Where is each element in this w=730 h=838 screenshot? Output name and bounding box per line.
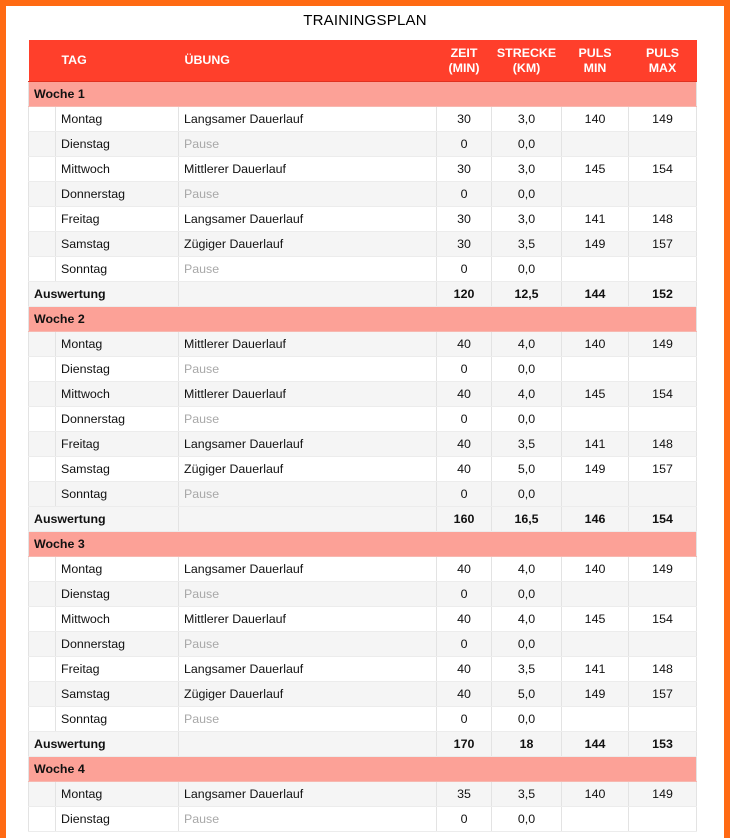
- row-spacer: [29, 132, 56, 157]
- puls-min-cell: [562, 707, 629, 732]
- row-spacer: [29, 807, 56, 832]
- zeit-cell: 40: [437, 382, 492, 407]
- zeit-cell: 0: [437, 407, 492, 432]
- week-label: Woche 3: [29, 532, 697, 557]
- summary-label: Auswertung: [29, 282, 179, 307]
- zeit-cell: 35: [437, 782, 492, 807]
- exercise-cell: Langsamer Dauerlauf: [179, 657, 437, 682]
- summary-label: Auswertung: [29, 732, 179, 757]
- puls-max-cell: 148: [629, 657, 697, 682]
- day-cell: Dienstag: [56, 807, 179, 832]
- puls-min-cell: 141: [562, 207, 629, 232]
- table-row: [29, 582, 697, 607]
- exercise-cell: Mittlerer Dauerlauf: [179, 157, 437, 182]
- row-spacer: [29, 607, 56, 632]
- week-label: Woche 2: [29, 307, 697, 332]
- summary-zeit-cell: 160: [437, 507, 492, 532]
- table-row: [29, 207, 697, 232]
- exercise-cell: Pause: [179, 407, 437, 432]
- exercise-cell: Mittlerer Dauerlauf: [179, 607, 437, 632]
- exercise-cell: Zügiger Dauerlauf: [179, 232, 437, 257]
- zeit-cell: 40: [437, 682, 492, 707]
- summary-puls-max-cell: 153: [629, 732, 697, 757]
- summary-label: Auswertung: [29, 507, 179, 532]
- day-cell: Freitag: [56, 657, 179, 682]
- header-puls-max: PULS MAX: [629, 40, 697, 82]
- puls-max-cell: 154: [629, 382, 697, 407]
- puls-max-cell: [629, 407, 697, 432]
- zeit-cell: 40: [437, 332, 492, 357]
- summary-row: [29, 507, 697, 532]
- header-zeit: ZEIT (MIN): [437, 40, 492, 82]
- row-spacer: [29, 482, 56, 507]
- row-spacer: [29, 457, 56, 482]
- day-cell: Sonntag: [56, 257, 179, 282]
- table-row: [29, 332, 697, 357]
- summary-strecke-cell: 12,5: [492, 282, 562, 307]
- summary-row: [29, 282, 697, 307]
- puls-max-cell: 157: [629, 457, 697, 482]
- puls-max-cell: [629, 182, 697, 207]
- table-row: [29, 632, 697, 657]
- strecke-cell: 0,0: [492, 182, 562, 207]
- exercise-cell: Zügiger Dauerlauf: [179, 457, 437, 482]
- puls-max-cell: [629, 807, 697, 832]
- day-cell: Montag: [56, 107, 179, 132]
- week-row: [29, 307, 697, 332]
- table-row: [29, 657, 697, 682]
- strecke-cell: 3,5: [492, 657, 562, 682]
- table-row: [29, 357, 697, 382]
- summary-empty-cell: [179, 282, 437, 307]
- day-cell: Dienstag: [56, 582, 179, 607]
- puls-max-cell: [629, 482, 697, 507]
- exercise-cell: Pause: [179, 132, 437, 157]
- puls-min-cell: 149: [562, 457, 629, 482]
- summary-strecke-cell: 18: [492, 732, 562, 757]
- strecke-cell: 4,0: [492, 382, 562, 407]
- row-spacer: [29, 357, 56, 382]
- strecke-cell: 3,5: [492, 782, 562, 807]
- exercise-cell: Pause: [179, 482, 437, 507]
- table-row: [29, 107, 697, 132]
- zeit-cell: 40: [437, 607, 492, 632]
- table-row: [29, 432, 697, 457]
- puls-max-cell: [629, 632, 697, 657]
- zeit-cell: 0: [437, 357, 492, 382]
- day-cell: Samstag: [56, 457, 179, 482]
- zeit-cell: 0: [437, 182, 492, 207]
- day-cell: Samstag: [56, 682, 179, 707]
- week-label: Woche 1: [29, 82, 697, 107]
- puls-max-cell: 157: [629, 682, 697, 707]
- puls-min-cell: 140: [562, 332, 629, 357]
- puls-max-cell: 149: [629, 782, 697, 807]
- day-cell: Mittwoch: [56, 382, 179, 407]
- day-cell: Montag: [56, 557, 179, 582]
- row-spacer: [29, 107, 56, 132]
- puls-max-cell: 149: [629, 332, 697, 357]
- puls-min-cell: [562, 357, 629, 382]
- header-row: [29, 40, 697, 82]
- day-cell: Sonntag: [56, 482, 179, 507]
- summary-empty-cell: [179, 507, 437, 532]
- puls-max-cell: 149: [629, 557, 697, 582]
- zeit-cell: 0: [437, 482, 492, 507]
- strecke-cell: 3,5: [492, 232, 562, 257]
- zeit-cell: 0: [437, 132, 492, 157]
- zeit-cell: 30: [437, 232, 492, 257]
- table-row: [29, 682, 697, 707]
- table-row: [29, 182, 697, 207]
- puls-max-cell: [629, 582, 697, 607]
- summary-row: [29, 732, 697, 757]
- zeit-cell: 40: [437, 657, 492, 682]
- puls-min-cell: 141: [562, 432, 629, 457]
- puls-min-cell: 140: [562, 107, 629, 132]
- table-row: [29, 157, 697, 182]
- summary-zeit-cell: 170: [437, 732, 492, 757]
- zeit-cell: 40: [437, 557, 492, 582]
- day-cell: Mittwoch: [56, 607, 179, 632]
- table-row: [29, 232, 697, 257]
- zeit-cell: 30: [437, 107, 492, 132]
- strecke-cell: 4,0: [492, 607, 562, 632]
- zeit-cell: 40: [437, 432, 492, 457]
- row-spacer: [29, 557, 56, 582]
- zeit-cell: 30: [437, 157, 492, 182]
- strecke-cell: 0,0: [492, 132, 562, 157]
- row-spacer: [29, 682, 56, 707]
- puls-min-cell: [562, 482, 629, 507]
- day-cell: Montag: [56, 782, 179, 807]
- puls-max-cell: 149: [629, 107, 697, 132]
- summary-puls-min-cell: 144: [562, 732, 629, 757]
- summary-puls-max-cell: 152: [629, 282, 697, 307]
- summary-puls-min-cell: 146: [562, 507, 629, 532]
- zeit-cell: 0: [437, 707, 492, 732]
- table-row: [29, 382, 697, 407]
- exercise-cell: Pause: [179, 632, 437, 657]
- day-cell: Mittwoch: [56, 157, 179, 182]
- day-cell: Freitag: [56, 432, 179, 457]
- strecke-cell: 0,0: [492, 482, 562, 507]
- row-spacer: [29, 782, 56, 807]
- puls-max-cell: 154: [629, 607, 697, 632]
- puls-max-cell: [629, 707, 697, 732]
- day-cell: Donnerstag: [56, 632, 179, 657]
- table-row: [29, 482, 697, 507]
- zeit-cell: 40: [437, 457, 492, 482]
- row-spacer: [29, 332, 56, 357]
- puls-min-cell: 140: [562, 782, 629, 807]
- day-cell: Donnerstag: [56, 407, 179, 432]
- row-spacer: [29, 207, 56, 232]
- row-spacer: [29, 707, 56, 732]
- strecke-cell: 3,0: [492, 107, 562, 132]
- strecke-cell: 0,0: [492, 582, 562, 607]
- header-strecke: STRECKE (KM): [492, 40, 562, 82]
- puls-min-cell: [562, 182, 629, 207]
- exercise-cell: Langsamer Dauerlauf: [179, 207, 437, 232]
- zeit-cell: 0: [437, 807, 492, 832]
- exercise-cell: Zügiger Dauerlauf: [179, 682, 437, 707]
- row-spacer: [29, 582, 56, 607]
- puls-min-cell: 141: [562, 657, 629, 682]
- row-spacer: [29, 407, 56, 432]
- zeit-cell: 0: [437, 257, 492, 282]
- day-cell: Sonntag: [56, 707, 179, 732]
- puls-min-cell: 145: [562, 382, 629, 407]
- training-sheet: [6, 6, 724, 838]
- week-row: [29, 532, 697, 557]
- puls-min-cell: 149: [562, 682, 629, 707]
- header-puls-min: PULS MIN: [562, 40, 629, 82]
- strecke-cell: 5,0: [492, 682, 562, 707]
- puls-max-cell: 157: [629, 232, 697, 257]
- puls-max-cell: [629, 257, 697, 282]
- row-spacer: [29, 382, 56, 407]
- puls-min-cell: [562, 132, 629, 157]
- table-row: [29, 132, 697, 157]
- exercise-cell: Langsamer Dauerlauf: [179, 782, 437, 807]
- table-row: [29, 807, 697, 832]
- row-spacer: [29, 632, 56, 657]
- table-row: [29, 607, 697, 632]
- row-spacer: [29, 157, 56, 182]
- puls-min-cell: [562, 257, 629, 282]
- strecke-cell: 3,5: [492, 432, 562, 457]
- strecke-cell: 3,0: [492, 207, 562, 232]
- puls-max-cell: 148: [629, 207, 697, 232]
- zeit-cell: 30: [437, 207, 492, 232]
- puls-min-cell: 140: [562, 557, 629, 582]
- strecke-cell: 0,0: [492, 807, 562, 832]
- exercise-cell: Langsamer Dauerlauf: [179, 107, 437, 132]
- week-label: Woche 4: [29, 757, 697, 782]
- strecke-cell: 0,0: [492, 707, 562, 732]
- week-row: [29, 757, 697, 782]
- summary-puls-max-cell: 154: [629, 507, 697, 532]
- exercise-cell: Mittlerer Dauerlauf: [179, 332, 437, 357]
- row-spacer: [29, 257, 56, 282]
- day-cell: Dienstag: [56, 132, 179, 157]
- day-cell: Samstag: [56, 232, 179, 257]
- strecke-cell: 4,0: [492, 332, 562, 357]
- header-uebung: ÜBUNG: [179, 40, 437, 82]
- puls-max-cell: 154: [629, 157, 697, 182]
- zeit-cell: 0: [437, 582, 492, 607]
- zeit-cell: 0: [437, 632, 492, 657]
- table-row: [29, 782, 697, 807]
- exercise-cell: Pause: [179, 357, 437, 382]
- table-row: [29, 257, 697, 282]
- exercise-cell: Pause: [179, 582, 437, 607]
- header-tag: TAG: [29, 40, 179, 82]
- summary-puls-min-cell: 144: [562, 282, 629, 307]
- week-row: [29, 82, 697, 107]
- exercise-cell: Pause: [179, 182, 437, 207]
- puls-min-cell: [562, 407, 629, 432]
- strecke-cell: 0,0: [492, 357, 562, 382]
- strecke-cell: 4,0: [492, 557, 562, 582]
- page-title: TRAININGSPLAN: [303, 12, 427, 29]
- day-cell: Montag: [56, 332, 179, 357]
- puls-max-cell: [629, 357, 697, 382]
- exercise-cell: Langsamer Dauerlauf: [179, 557, 437, 582]
- exercise-cell: Langsamer Dauerlauf: [179, 432, 437, 457]
- table-row: [29, 557, 697, 582]
- strecke-cell: 0,0: [492, 257, 562, 282]
- puls-min-cell: 145: [562, 157, 629, 182]
- puls-min-cell: [562, 632, 629, 657]
- day-cell: Dienstag: [56, 357, 179, 382]
- row-spacer: [29, 657, 56, 682]
- summary-zeit-cell: 120: [437, 282, 492, 307]
- puls-max-cell: [629, 132, 697, 157]
- exercise-cell: Pause: [179, 707, 437, 732]
- strecke-cell: 5,0: [492, 457, 562, 482]
- summary-strecke-cell: 16,5: [492, 507, 562, 532]
- table-row: [29, 707, 697, 732]
- puls-min-cell: 145: [562, 607, 629, 632]
- puls-max-cell: 148: [629, 432, 697, 457]
- exercise-cell: Mittlerer Dauerlauf: [179, 382, 437, 407]
- table-row: [29, 457, 697, 482]
- puls-min-cell: [562, 807, 629, 832]
- table-row: [29, 407, 697, 432]
- exercise-cell: Pause: [179, 807, 437, 832]
- puls-min-cell: [562, 582, 629, 607]
- day-cell: Donnerstag: [56, 182, 179, 207]
- strecke-cell: 3,0: [492, 157, 562, 182]
- row-spacer: [29, 232, 56, 257]
- puls-min-cell: 149: [562, 232, 629, 257]
- strecke-cell: 0,0: [492, 407, 562, 432]
- exercise-cell: Pause: [179, 257, 437, 282]
- row-spacer: [29, 432, 56, 457]
- row-spacer: [29, 182, 56, 207]
- strecke-cell: 0,0: [492, 632, 562, 657]
- summary-empty-cell: [179, 732, 437, 757]
- training-table: [28, 40, 697, 832]
- table-body: [29, 82, 697, 832]
- day-cell: Freitag: [56, 207, 179, 232]
